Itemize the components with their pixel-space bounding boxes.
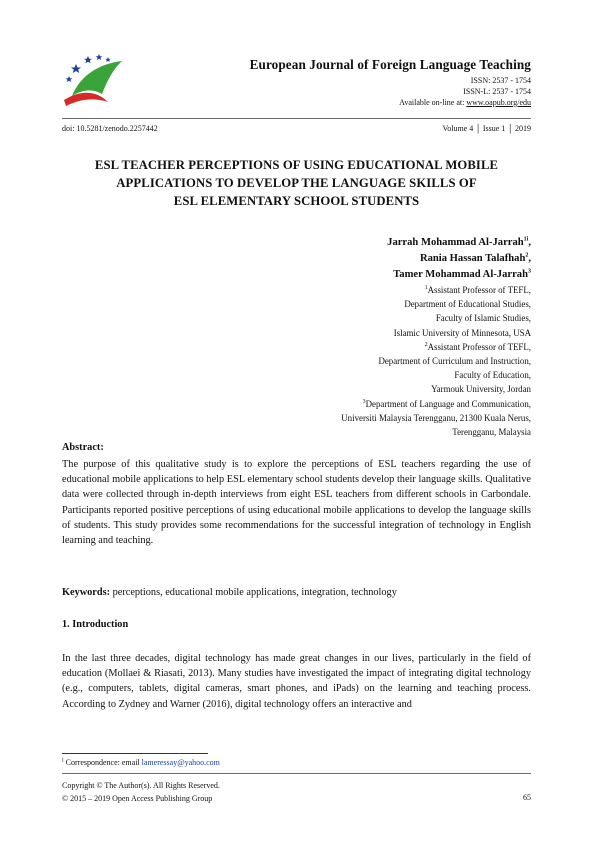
affiliation-line — [341, 354, 531, 368]
author-list — [387, 235, 531, 283]
abstract-heading: Abstract: — [62, 442, 104, 453]
author — [387, 251, 531, 267]
online-prefix: Available on-line at: — [399, 98, 467, 107]
affiliation-text: Faculty of Islamic Studies, — [435, 313, 531, 324]
keywords-label: Keywords: — [62, 587, 111, 598]
volume-issue: Volume 4 │ Issue 1 │ 2019 — [442, 124, 531, 133]
abstract-text: The purpose of this qualitative study is to explore the perceptions of ESL teachers regarding the use of educational mobile applications to help ESL elementary school students develop their language skills. Qualitative data were collected through in-depth interviews from eight ESL teachers from different schools in Carbondale. Participants reported positive perceptions of using educational mobile applications to develop the language skills of students. This study provides some recommendations for the successful integration of technology in English learning and teaching. — [62, 459, 531, 547]
affiliation-marker: 1 — [424, 285, 428, 292]
title-line: ESL TEACHER PERCEPTIONS OF USING EDUCATIONAL MOBILE — [94, 158, 499, 172]
author — [387, 235, 531, 251]
affiliation-line — [341, 311, 531, 325]
issn: ISSN: 2537 - 1754 — [470, 76, 531, 85]
author-name: Rania Hassan Talafhah — [419, 253, 526, 264]
author — [387, 267, 531, 283]
title-line: ESL ELEMENTARY SCHOOL STUDENTS — [173, 194, 420, 208]
keywords — [62, 585, 531, 600]
footnote-label: Correspondence: email — [63, 758, 142, 767]
journal-title: European Journal of Foreign Language Teaching — [249, 57, 531, 72]
affiliation-text: Faculty of Education, — [454, 370, 531, 381]
page-number: 65 — [523, 793, 531, 802]
author-name: Tamer Mohammad Al-Jarrah — [393, 269, 528, 280]
author-marker: 3 — [528, 268, 531, 275]
affiliation-list — [341, 283, 531, 439]
affiliation-text: Assistant Professor of TEFL, — [427, 341, 531, 352]
affiliation-line — [341, 397, 531, 411]
footnote — [62, 758, 220, 767]
online-availability — [399, 98, 531, 107]
header-divider — [62, 118, 531, 119]
journal-logo — [62, 50, 124, 108]
footnote-marker: i — [62, 757, 64, 764]
logo-green-wing — [72, 61, 122, 96]
title-line: APPLICATIONS TO DEVELOP THE LANGUAGE SKILLS OF — [116, 176, 477, 190]
publisher-line: © 2015 – 2019 Open Access Publishing Group — [62, 793, 213, 803]
affiliation-line — [341, 425, 531, 439]
affiliation-marker: 2 — [424, 341, 428, 348]
affiliation-line — [341, 340, 531, 354]
author-marker: 2 — [525, 252, 529, 259]
affiliation-line — [341, 368, 531, 382]
footer-copyright — [62, 780, 220, 805]
keywords-text: perceptions, educational mobile applications, integration, technology — [110, 587, 397, 598]
doi[interactable]: doi: 10.5281/zenodo.2257442 — [62, 124, 158, 133]
affiliation-text: Terengganu, Malaysia — [452, 427, 531, 438]
affiliation-line — [341, 283, 531, 297]
affiliation-text: Department of Curriculum and Instruction, — [378, 356, 531, 367]
affiliation-line — [341, 382, 531, 396]
correspondence-email-link[interactable]: lameressay@yahoo.com — [141, 758, 220, 767]
footer-divider — [62, 773, 531, 774]
footnote-divider — [62, 753, 208, 754]
journal-website-link[interactable]: www.oapub.org/edu — [466, 98, 531, 107]
affiliation-text: Islamic University of Minnesota, USA — [393, 327, 531, 338]
author-marker: 1i — [523, 236, 529, 243]
affiliation-marker: 3 — [362, 398, 366, 405]
copyright-line: Copyright © The Author(s). All Rights Reserved. — [62, 781, 220, 790]
affiliation-line — [341, 326, 531, 340]
author-name: Jarrah Mohammad Al-Jarrah — [387, 237, 524, 248]
affiliation-text: Universiti Malaysia Terengganu, 21300 Kuala Nerus, — [341, 412, 531, 423]
author-separator: , — [528, 253, 531, 264]
affiliation-text: Assistant Professor of TEFL, — [427, 285, 531, 295]
affiliation-text: Department of Language and Communication, — [365, 398, 531, 409]
article-title — [62, 156, 531, 210]
logo-red-swoosh — [64, 93, 108, 106]
affiliation-text: Department of Educational Studies, — [404, 299, 531, 310]
author-separator: , — [528, 237, 531, 248]
issn-l: ISSN-L: 2537 - 1754 — [463, 87, 531, 96]
intro-paragraph: In the last three decades, digital technology has made great changes in our lives, particularly in the field of education (Mollaei & Riasati, 2013). Many studies have investigated the impact of integrating digital technology (e.g., computers, tablets, digital cameras, smart phones, and iPads) on the learning and teaching process. According to Zydney and Warner (2016), digital technology offers an interactive and — [62, 653, 531, 710]
affiliation-line — [341, 411, 531, 425]
affiliation-line — [341, 297, 531, 311]
affiliation-text: Yarmouk University, Jordan — [431, 384, 531, 395]
section-heading: 1. Introduction — [62, 619, 129, 630]
